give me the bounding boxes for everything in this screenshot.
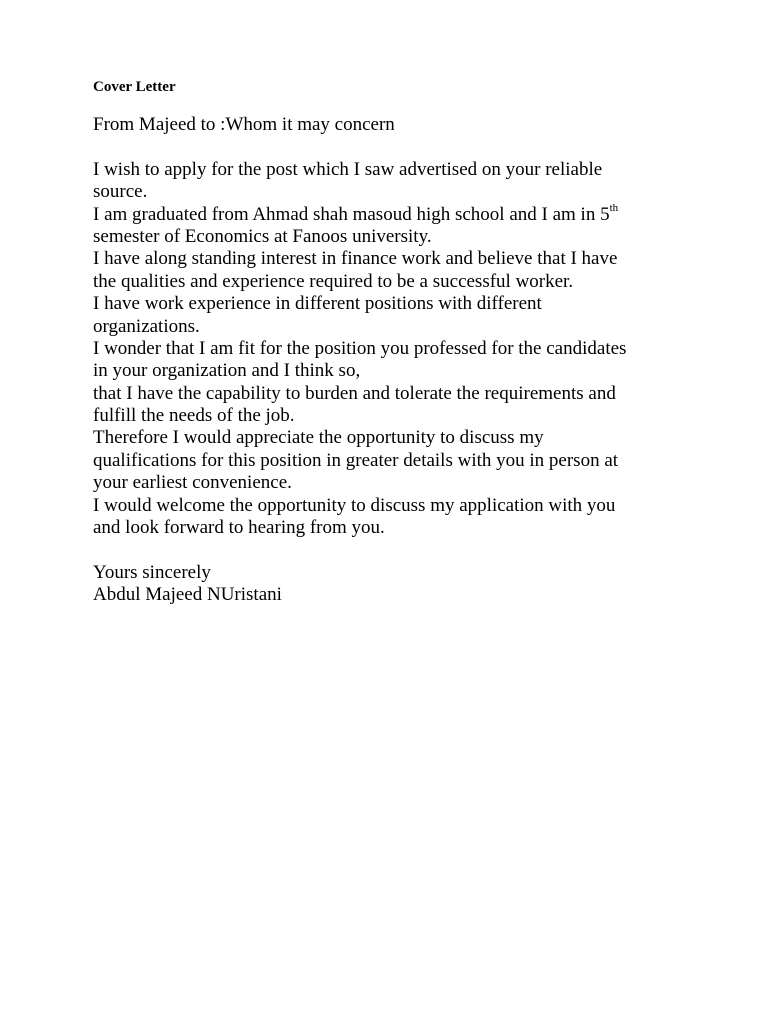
- blank-line: [93, 136, 693, 158]
- body-line-text: I am graduated from Ahmad shah masoud high school and I am in 5: [93, 203, 610, 225]
- body-line: qualifications for this position in greater details with you in person at: [93, 449, 619, 471]
- body-line: Therefore I would appreciate the opportunity to discuss my: [93, 427, 544, 449]
- closing-line: Yours sincerely: [93, 561, 211, 583]
- blank-line: [93, 539, 693, 561]
- body-line: semester of Economics at Fanoos university.: [93, 225, 432, 247]
- body-line: that I have the capability to burden and tolerate the requirements and: [93, 382, 616, 404]
- body-line: and look forward to hearing from you.: [93, 517, 385, 539]
- body-line: your earliest convenience.: [93, 472, 292, 494]
- ordinal-superscript: th: [609, 202, 619, 215]
- body-line: source.: [93, 181, 148, 203]
- body-line: organizations.: [93, 315, 200, 337]
- salutation-line: From Majeed to :Whom it may concern: [93, 114, 395, 135]
- body-line: I wish to apply for the post which I saw advertised on your reliable: [93, 158, 603, 180]
- letter-title: Cover Letter: [93, 79, 176, 95]
- signature-name: Abdul Majeed NUristani: [93, 584, 282, 606]
- body-line-with-superscript: [93, 204, 693, 226]
- letter-body: [93, 114, 693, 607]
- body-line: I would welcome the opportunity to discuss my application with you: [93, 494, 616, 516]
- body-line: I have work experience in different positions with different: [93, 293, 542, 315]
- body-line: the qualities and experience required to be a successful worker.: [93, 270, 574, 292]
- body-line: in your organization and I think so,: [93, 360, 361, 382]
- body-line: I have along standing interest in finance work and believe that I have: [93, 248, 618, 270]
- body-line: fulfill the needs of the job.: [93, 405, 295, 427]
- body-line: I wonder that I am fit for the position you professed for the candidates: [93, 337, 627, 359]
